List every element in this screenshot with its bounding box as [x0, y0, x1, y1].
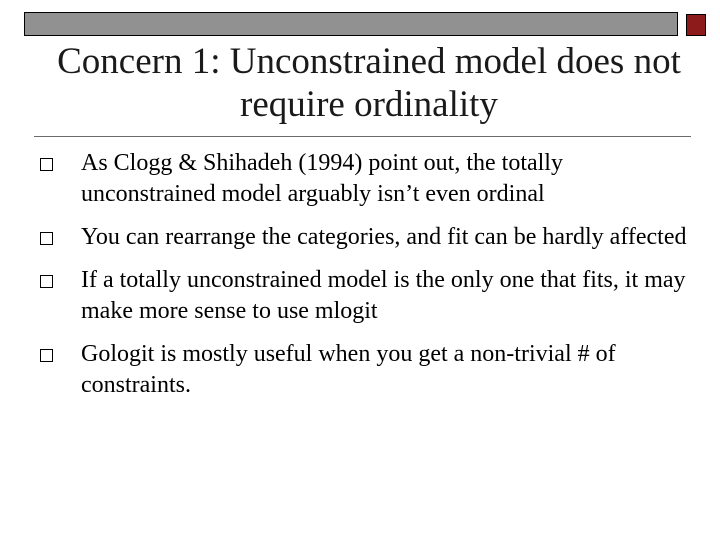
hollow-square-bullet-icon	[40, 349, 53, 362]
bullet-item	[40, 222, 690, 253]
hollow-square-bullet-icon	[40, 232, 53, 245]
title-divider	[34, 136, 691, 137]
bullet-item	[40, 265, 690, 327]
bullet-text: Gologit is mostly useful when you get a non-trivial # of constraints.	[81, 341, 616, 398]
slide-title: Concern 1: Unconstrained model does not require ordinality	[57, 41, 681, 125]
bullet-item	[40, 148, 690, 210]
bullet-text: As Clogg & Shihadeh (1994) point out, the totally unconstrained model arguably isn’t even ordinal	[81, 150, 563, 207]
hollow-square-bullet-icon	[40, 275, 53, 288]
top-decorative-bar	[24, 12, 678, 36]
corner-accent-square	[686, 14, 706, 36]
bullet-text: If a totally unconstrained model is the only one that fits, it may make more sense to use mlogit	[81, 267, 686, 324]
bullet-text: You can rearrange the categories, and fit can be hardly affected	[81, 224, 687, 250]
bullet-list	[40, 148, 690, 413]
bullet-item	[40, 339, 690, 401]
hollow-square-bullet-icon	[40, 158, 53, 171]
